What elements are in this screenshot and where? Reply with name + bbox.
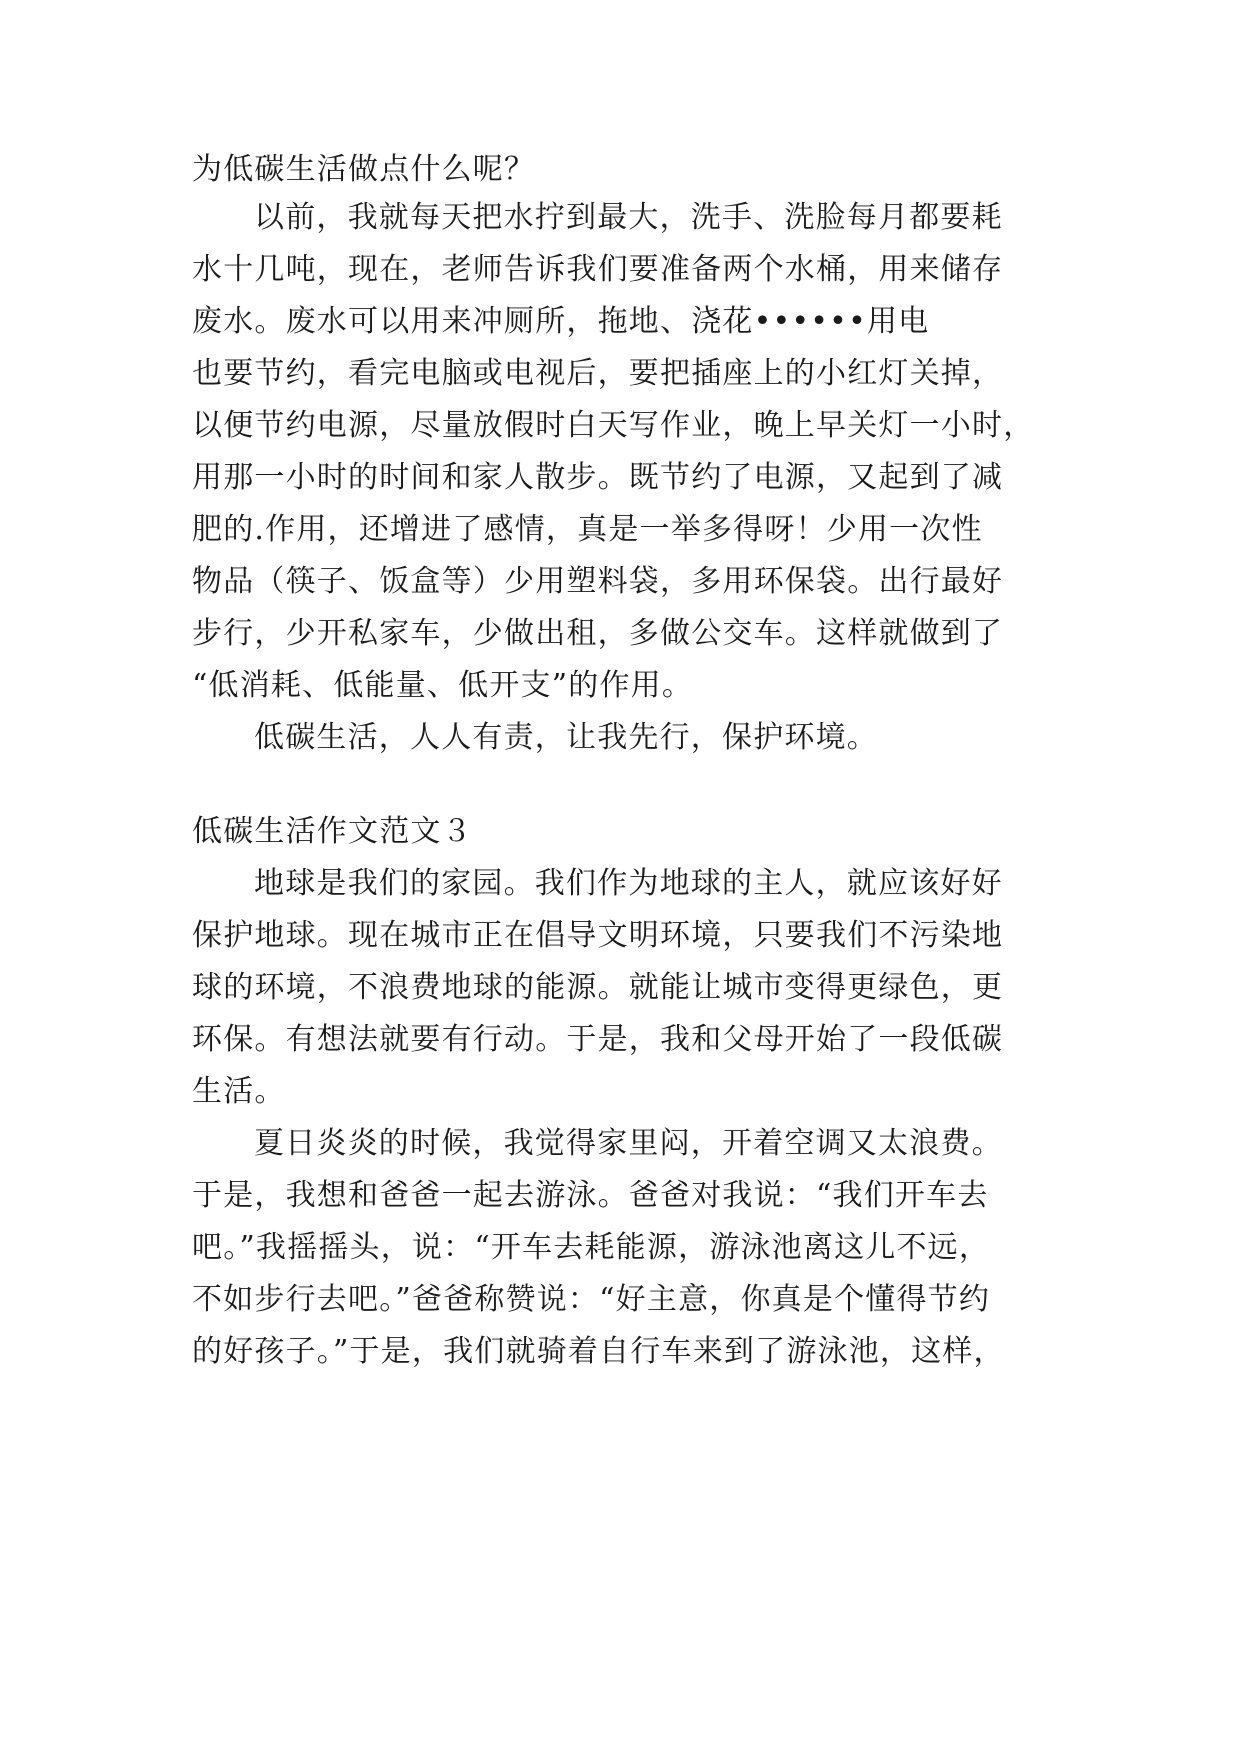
text-line: 为低碳生活做点什么呢？ bbox=[192, 152, 536, 187]
text-line: 物品（筷子、饭盒等）少用塑料袋，多用环保袋。出行最好 bbox=[192, 564, 1004, 599]
text-line: 水十几吨，现在，老师告诉我们要准备两个水桶，用来储存 bbox=[192, 252, 1004, 287]
text-line: 生活。 bbox=[192, 1074, 286, 1109]
text-line: 的好孩子。”于是，我们就骑着自行车来到了游泳池，这样， bbox=[192, 1334, 1005, 1369]
text-line: 于是，我想和爸爸一起去游泳。爸爸对我说：“我们开车去 bbox=[192, 1178, 989, 1213]
text-line: 也要节约，看完电脑或电视后，要把插座上的小红灯关掉， bbox=[192, 356, 1004, 391]
text-line: 用那一小时的时间和家人散步。既节约了电源，又起到了减 bbox=[192, 460, 1004, 495]
text-line: 吧。”我摇摇头，说：“开车去耗能源，游泳池离这儿不远， bbox=[192, 1230, 991, 1265]
text-line: 环保。有想法就要有行动。于是，我和父母开始了一段低碳 bbox=[192, 1022, 1004, 1057]
text-line: “低消耗、低能量、低开支”的作用。 bbox=[192, 668, 694, 703]
paragraph-start: 以前，我就每天把水拧到最大，洗手、洗脸每月都要耗 bbox=[254, 200, 1003, 235]
text-line: 步行，少开私家车，少做出租，多做公交车。这样就做到了 bbox=[192, 616, 1004, 651]
text-line: 废水。废水可以用来冲厕所，拖地、浇花••••••用电 bbox=[192, 304, 930, 339]
paragraph-start: 地球是我们的家园。我们作为地球的主人，就应该好好 bbox=[254, 866, 1003, 901]
text-line: 球的环境，不浪费地球的能源。就能让城市变得更绿色，更 bbox=[192, 970, 1004, 1005]
paragraph-start: 低碳生活，人人有责，让我先行，保护环境。 bbox=[254, 720, 878, 755]
text-line: 保护地球。现在城市正在倡导文明环境，只要我们不污染地 bbox=[192, 918, 1004, 953]
text-line: 不如步行去吧。”爸爸称赞说：“好主意，你真是个懂得节约 bbox=[192, 1282, 991, 1317]
paragraph-start: 夏日炎炎的时候，我觉得家里闷，开着空调又太浪费。 bbox=[254, 1126, 1003, 1161]
section-title: 低碳生活作文范文３ bbox=[192, 814, 473, 849]
text-line: 以便节约电源，尽量放假时白天写作业，晚上早关灯一小时， bbox=[192, 408, 1035, 443]
text-line: 肥的.作用，还增进了感情，真是一举多得呀！少用一次性 bbox=[192, 512, 983, 547]
